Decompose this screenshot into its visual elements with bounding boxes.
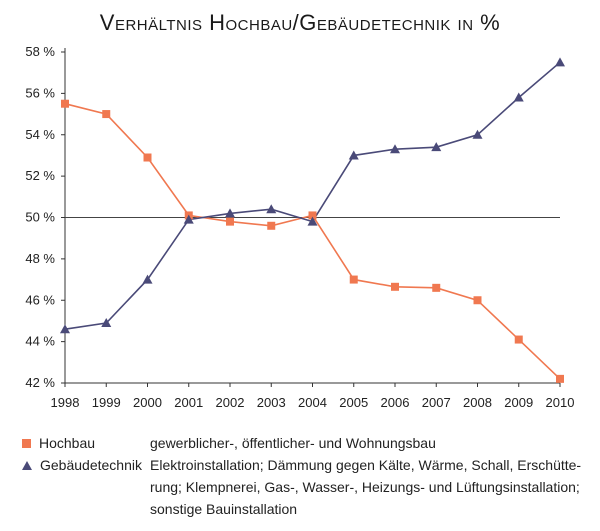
x-tick-label: 2002 (215, 395, 245, 410)
data-point-square (350, 276, 358, 284)
series-markers (60, 57, 565, 383)
data-point-square (556, 375, 564, 383)
x-tick-label: 2010 (545, 395, 575, 410)
x-tick-label: 2005 (339, 395, 369, 410)
x-tick-label: 2006 (380, 395, 410, 410)
data-point-triangle (555, 57, 565, 66)
data-point-square (144, 154, 152, 162)
y-tick-label: 56 % (25, 85, 55, 101)
data-point-square (474, 296, 482, 304)
data-point-square (432, 284, 440, 292)
y-tick-label: 44 % (25, 333, 55, 349)
legend-entry-gebaeudetechnik (22, 454, 592, 520)
y-tick-label: 48 % (25, 250, 55, 266)
legend-label: Hochbau (39, 435, 96, 451)
y-tick-label: 52 % (25, 168, 55, 184)
y-tick-label: 46 % (25, 292, 55, 308)
data-point-square (515, 336, 523, 344)
x-tick-label: 2007 (421, 395, 451, 410)
y-tick-label: 54 % (25, 126, 55, 142)
data-point-square (267, 222, 275, 230)
y-tick-label: 58 % (25, 44, 55, 59)
legend (22, 432, 592, 520)
x-tick-label: 1999 (91, 395, 121, 410)
y-tick-label: 42 % (25, 375, 55, 390)
data-point-square (102, 110, 110, 118)
triangle-marker-icon (22, 461, 32, 470)
data-point-square (226, 218, 234, 226)
x-tick-label: 2009 (504, 395, 534, 410)
chart-title: Verhältnis Hochbau/Gebäudetechnik in % (99, 10, 501, 35)
data-point-square (61, 100, 69, 108)
tick-labels (25, 44, 574, 410)
x-tick-label: 2001 (174, 395, 204, 410)
data-point-square (391, 283, 399, 291)
data-point-triangle (266, 204, 276, 213)
legend-label: Gebäudetechnik (40, 457, 142, 473)
legend-description: Elektroinstallation; Dämmung gegen Kälte, Wärme, Schall, Erschütte-rung; Klempnerei, Gas-, Wasser-, Heizungs- und Lüftungsinstallation; sonstige Bauinstallation (150, 457, 582, 517)
series-line-gebäudetechnik (65, 62, 560, 329)
x-tick-label: 2008 (463, 395, 492, 410)
legend-description: gewerblicher-, öffentlicher- und Wohnungsbau (150, 435, 436, 451)
x-tick-label: 2003 (256, 395, 286, 410)
square-marker-icon (22, 439, 31, 448)
x-tick-label: 2000 (133, 395, 162, 410)
legend-entry-hochbau (22, 432, 592, 454)
y-tick-label: 50 % (25, 209, 55, 225)
x-tick-label: 2004 (298, 395, 327, 410)
x-tick-label: 1998 (50, 395, 80, 410)
series-line-hochbau (65, 104, 560, 379)
